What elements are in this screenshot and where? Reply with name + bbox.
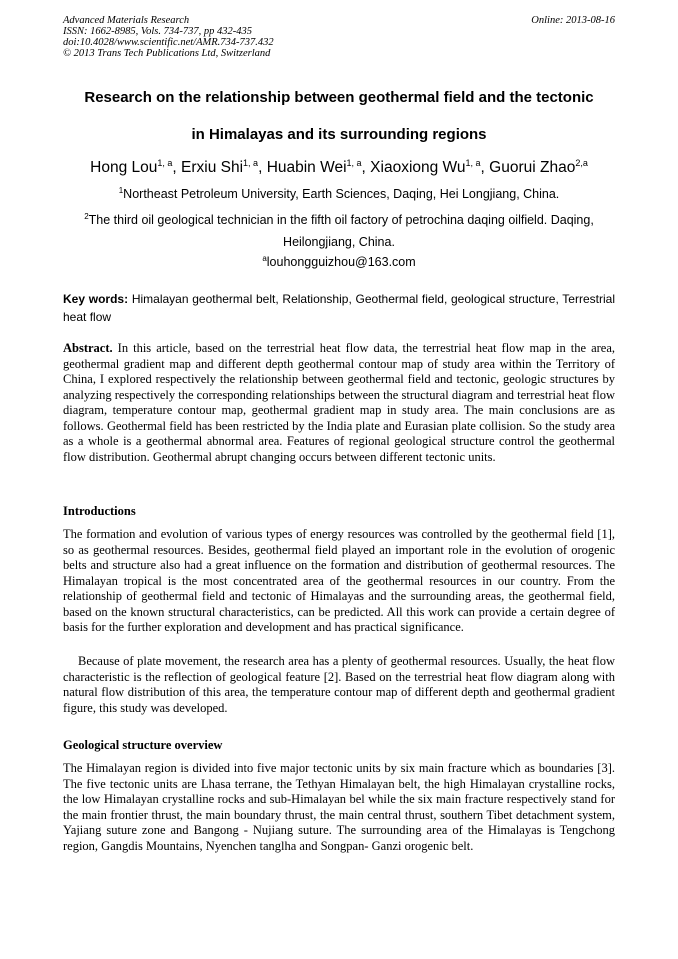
abstract-text: In this article, based on the terrestrial heat flow data, the terrestrial heat flow map in the area, geothermal gradient map and different depth geothermal contour map of study area within the Territory of China, I explored respectively the relationship between geothermal field and tectonic, geologic structures by analyzing respectively the corresponding relationships between the structural diagram and terrestrial heat flow diagram, temperature contour map, geothermal gradient map in study area. The main conclusions are as follows. Geothermal field has been restricted by the India plate and Eurasian plate collision. So the study area as a whole is a geothermal abnormal area. Features of regional geological structure control the geothermal flow distribution. Geothermal abrupt changing occurs between different tectonic units. [63, 341, 615, 464]
affiliation-1 [63, 184, 615, 206]
journal-issn: ISSN: 1662-8985, Vols. 734-737, pp 432-435 [63, 26, 252, 37]
affiliation-text: Northeast Petroleum University, Earth Sciences, Daqing, Hei Longjiang, China. [123, 187, 560, 201]
journal-doi[interactable]: doi:10.4028/www.scientific.net/AMR.734-737.432 [63, 37, 274, 48]
online-date: Online: 2013-08-16 [531, 15, 615, 26]
author-name: Erxiu Shi [181, 159, 244, 176]
affiliation-text: The third oil geological technician in the fifth oil factory of petrochina daqing oilfield. Daqing, Heilongjiang, China. [88, 213, 594, 249]
author-name: Guorui Zhao [489, 159, 576, 176]
author-affiliation-mark: 1, a [465, 158, 481, 168]
paragraph: The formation and evolution of various types of energy resources was controlled by the geothermal field [1], so as geothermal resources. Besides, geothermal field played an important role in the evolution of orogenic belts and structure also had a great influence on the formation and distribution of geothermal resources. The Himalayan tropical is the most concentrated area of the geothermal resources in our country. From the relationship of geothermal field and tectonic of Himalayas and the surrounding areas, the geothermal field, based on the known structural characteristics, can be predicted. All this work can provide a certain degree of basis for the further exploration and development and has practical significance. [63, 527, 615, 634]
email-address[interactable]: louhongguizhou@163.com [266, 255, 416, 269]
abstract-label: Abstract. [63, 341, 113, 355]
affiliation-mark: 2 [84, 212, 89, 221]
journal-name: Advanced Materials Research [63, 15, 190, 26]
section-heading-geological: Geological structure overview [63, 738, 223, 752]
paragraph: The Himalayan region is divided into five major tectonic units by six main fracture which as boundaries [3]. The five tectonic units are Lhasa terrane, the Tethyan Himalayan belt, the high Himalayan crystalline rocks, the low Himalayan crystalline rocks and sub-Himalayan bel while the six main fracture respectively stand for the main frontier thrust, the main boundary thrust, the main central thrust, southern Tibet detachment system, Yajiang suture zone and Bangong - Nujiang suture. The surrounding area of the Himalayas is Tengchong region, Gangdis Mountains, Nyenchen tanglha and Songpan- Ganzi orogenic belt. [63, 761, 615, 853]
journal-header [63, 15, 615, 59]
author-affiliation-mark: 2,a [575, 158, 588, 168]
author-name: Hong Lou [90, 159, 158, 176]
author-list: Hong Lou$^{1, a}$, Erxiu Shi$^{1, a}$, Huabin Wei$^{1, a}$, Xiaoxiong Wu$^{1, a}$, Guorui Zhao$^{2,a}$ [90, 158, 588, 176]
author-affiliation-mark: 1, a [157, 158, 173, 168]
author-affiliation-mark: 1, a [346, 158, 362, 168]
keywords-text: Himalayan geothermal belt, Relationship, Geothermal field, geological structure, Terrestrial heat flow [63, 292, 615, 324]
contact-email [63, 252, 615, 274]
keywords [63, 290, 615, 326]
affiliation-2 [63, 210, 615, 252]
paragraph: Because of plate movement, the research area has a plenty of geothermal resources. Usually, the heat flow characteristic is the reflection of geological feature [2]. Based on the terrestrial heat flow diagram along with natural flow distribution of this area, the temperature contour map of different depth and geothermal gradient figure, this study was developed. [63, 654, 615, 715]
abstract [63, 341, 615, 465]
email-mark: a [262, 254, 267, 263]
affiliation-mark: 1 [118, 186, 124, 195]
paper-title-line2: in Himalayas and its surrounding regions [191, 126, 487, 143]
author-affiliation-mark: 1, a [243, 158, 259, 168]
paper-title-line1: Research on the relationship between geothermal field and the tectonic [84, 89, 594, 106]
journal-copyright: © 2013 Trans Tech Publications Ltd, Switzerland [63, 48, 271, 59]
author-name: Huabin Wei [266, 159, 347, 176]
author-name: Xiaoxiong Wu [370, 159, 466, 176]
section-heading-introductions: Introductions [63, 504, 136, 518]
keywords-label: Key words: [63, 292, 129, 306]
